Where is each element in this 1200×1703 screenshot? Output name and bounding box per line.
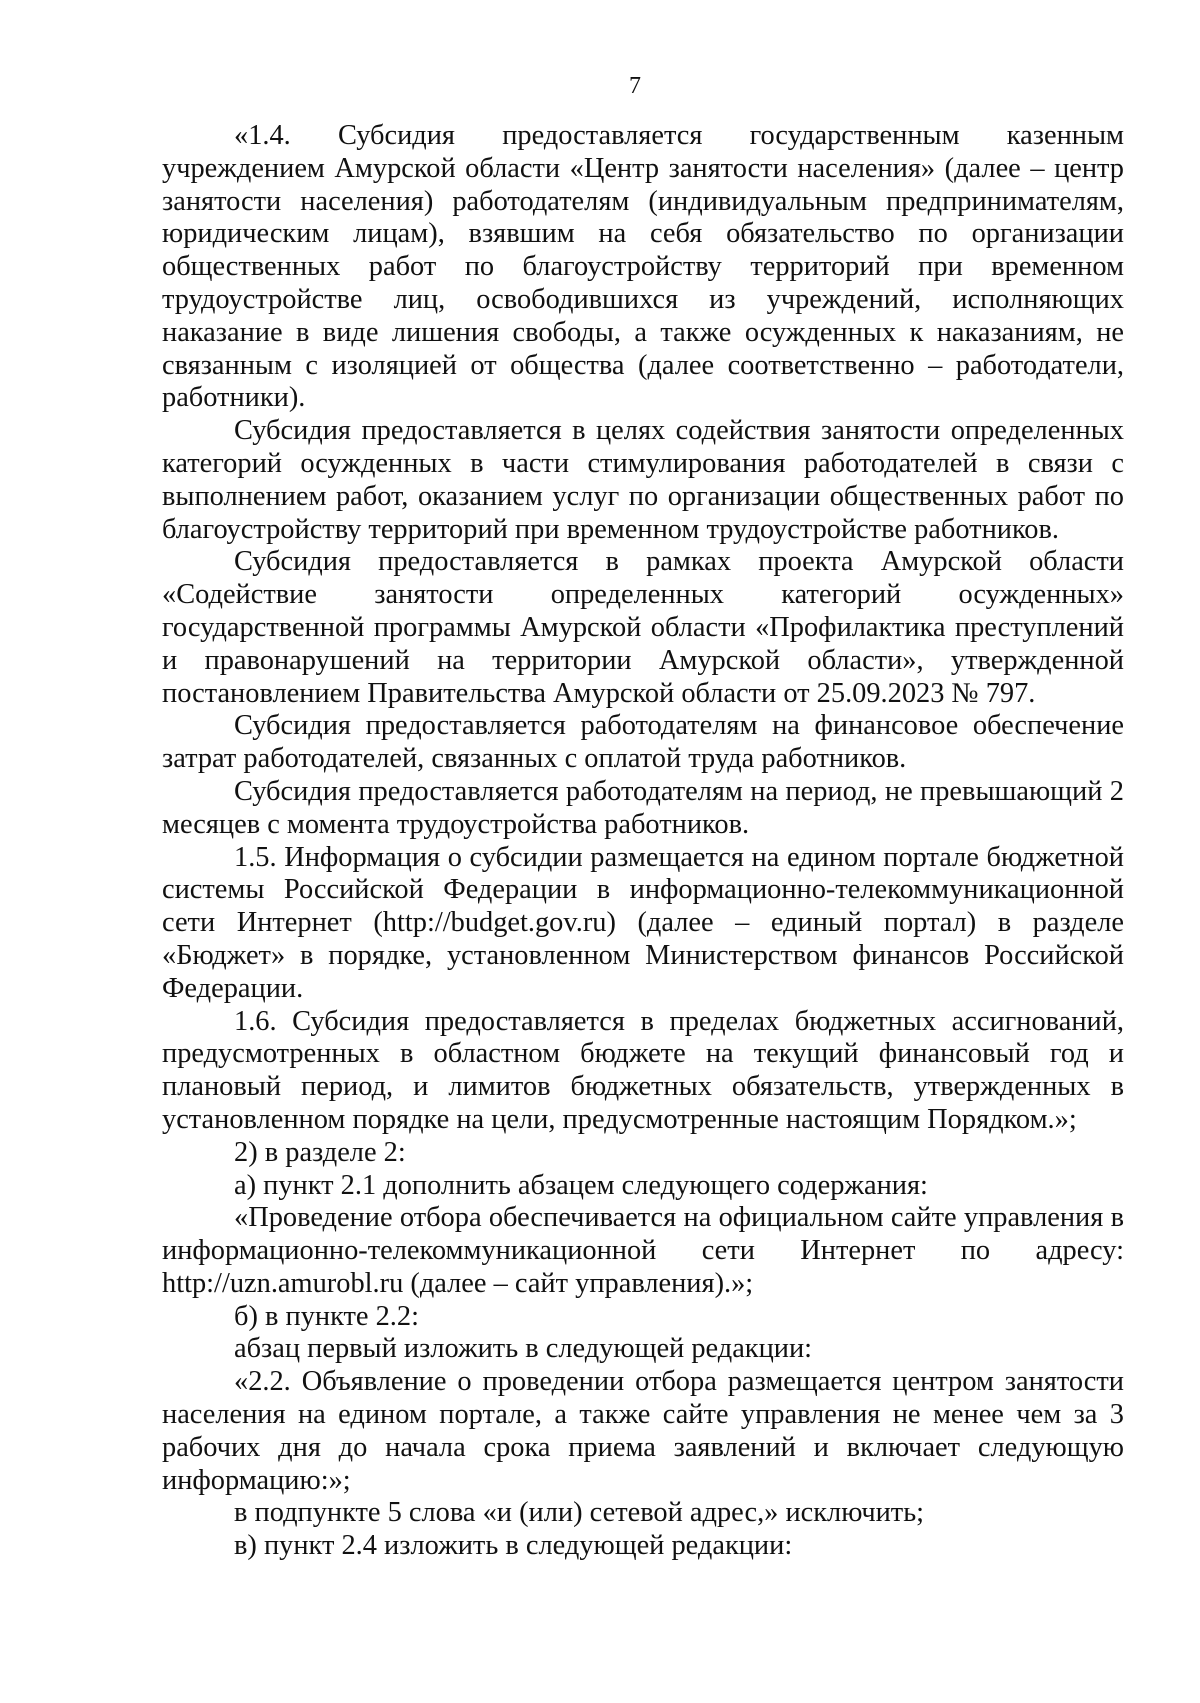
document-body bbox=[162, 120, 1124, 1563]
paragraph-1-6: 1.6. Субсидия предоставляется в пределах бюджетных ассигнований, предусмотренных в областном бюджете на текущий финансовый год и плановый период, и лимитов бюджетных обязательств, утвержденных в установленном порядке на цели, предусмотренные настоящим Порядком.»; bbox=[162, 1005, 1124, 1135]
page-number: 7 bbox=[629, 73, 641, 99]
paragraph-selection-site: «Проведение отбора обеспечивается на официальном сайте управления в информационно-телекоммуникационной сети Интернет по адресу: http://uzn.amurobl.ru (далее – сайт управления).»; bbox=[162, 1202, 1124, 1299]
paragraph-section-2: 2) в разделе 2: bbox=[234, 1136, 406, 1168]
paragraph-item-2-4: в) пункт 2.4 изложить в следующей редакции: bbox=[234, 1530, 793, 1562]
paragraph-1-4: «1.4. Субсидия предоставляется государственным казенным учреждением Амурской области «Центр занятости населения» (далее – центр занятости населения) работодателям (индивидуальным предпринимателям, юридическим лицам), взявшим на себя обязательство по организации общественных работ по благоустройству территорий при временном трудоустройстве лиц, освободившихся из учреждений, исполняющих наказание в виде лишения свободы, а также осужденных к наказаниям, не связанным с изоляцией от общества (далее соответственно – работодатели, работники). bbox=[162, 120, 1124, 414]
paragraph-financing: Субсидия предоставляется работодателям на финансовое обеспечение затрат работодателей, связанных с оплатой труда работников. bbox=[162, 710, 1124, 775]
paragraph-period: Субсидия предоставляется работодателям на период, не превышающий 2 месяцев с момента трудоустройства работников. bbox=[162, 775, 1124, 840]
paragraph-subitem-5: в подпункте 5 слова «и (или) сетевой адрес,» исключить; bbox=[234, 1497, 925, 1529]
paragraph-1-5: 1.5. Информация о субсидии размещается на едином портале бюджетной системы Российской Федерации в информационно-телекоммуникационной сети Интернет (http://budget.gov.ru) (далее – единый портал) в разделе «Бюджет» в порядке, установленном Министерством финансов Российской Федерации. bbox=[162, 841, 1124, 1004]
paragraph-2-2-text: «2.2. Объявление о проведении отбора размещается центром занятости населения на едином портале, а также сайте управления не менее чем за 3 рабочих дня до начала срока приема заявлений и включает следующую информацию:»; bbox=[162, 1366, 1124, 1496]
paragraph-first-abzac: абзац первый изложить в следующей редакции: bbox=[234, 1333, 813, 1365]
paragraph-item-2-1: а) пункт 2.1 дополнить абзацем следующего содержания: bbox=[234, 1169, 928, 1201]
paragraph-project: Субсидия предоставляется в рамках проекта Амурской области «Содействие занятости определенных категорий осужденных» государственной программы Амурской области «Профилактика преступлений и правонарушений на территории Амурской области», утвержденной постановлением Правительства Амурской области от 25.09.2023 № 797. bbox=[162, 546, 1124, 709]
paragraph-purpose: Субсидия предоставляется в целях содействия занятости определенных категорий осужденных в части стимулирования работодателей в связи с выполнением работ, оказанием услуг по организации общественных работ по благоустройству территорий при временном трудоустройстве работников. bbox=[162, 415, 1124, 545]
paragraph-item-2-2: б) в пункте 2.2: bbox=[234, 1300, 419, 1332]
